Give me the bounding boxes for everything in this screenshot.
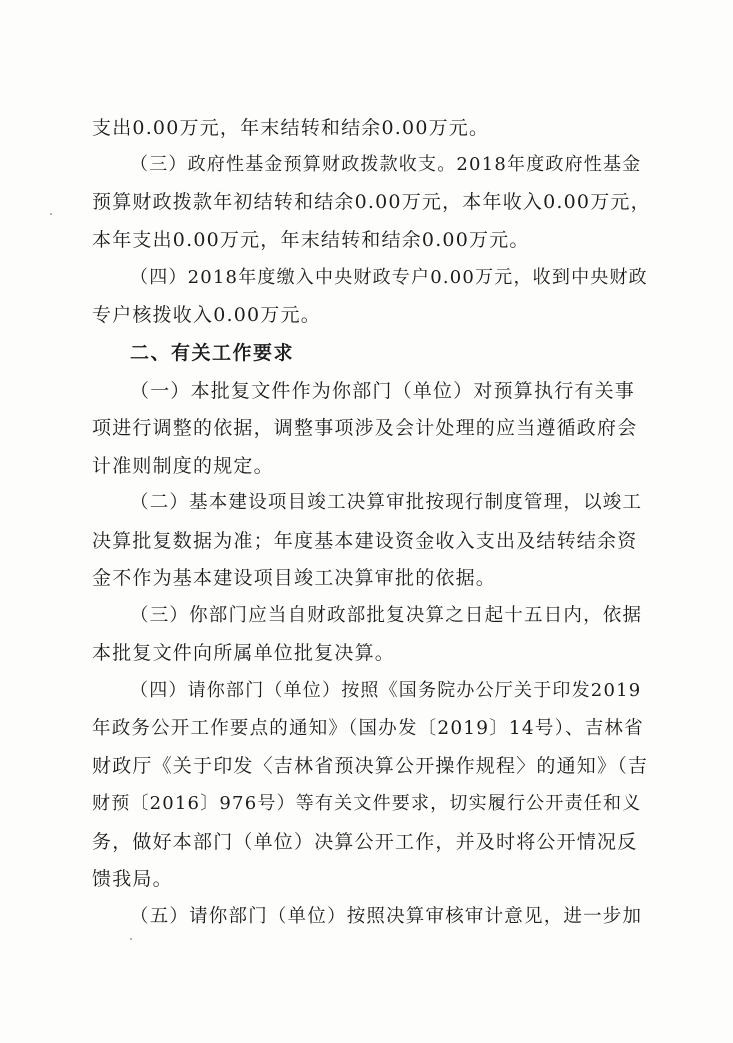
paragraph-central-fiscal-account: （四）2018年度缴入中央财政专户0.00万元，收到中央财政 [130,267,648,288]
text-line-15: 本批复文件向所属单位批复决算。 [92,642,396,664]
text-line-12: 决算批复数据为准；年度基本建设资金收入支出及结转结余资 [92,530,638,552]
text-line-10: 计准则制度的规定。 [92,455,274,477]
section-heading-work-requirements: 二、有关工作要求 [130,342,295,364]
paragraph-gov-fund-budget: （三）政府性基金预算财政拨款收支。2018年度政府性基金 [130,154,642,175]
text-line-6: 专户核拨收入0.00万元。 [92,304,321,326]
paragraph-requirement-3: （三）你部门应当自财政部批复决算之日起十五日内，依据 [130,605,643,626]
paragraph-requirement-2: （二）基本建设项目竣工决算审批按现行制度管理，以竣工 [130,492,643,513]
text-line-1: 支出0.00万元，年末结转和结余0.00万元。 [92,117,490,139]
scan-speck [130,938,132,940]
text-line-20: 务，做好本部门（单位）决算公开工作，并及时将公开情况反 [92,831,638,853]
text-line-3: 预算财政拨款年初结转和结余0.00万元，本年收入0.00万元， [92,191,651,213]
paragraph-requirement-1: （一）本批复文件作为你部门（单位）对预算执行有关事 [130,380,636,402]
text-line-21: 馈我局。 [92,868,173,890]
text-line-17: 年政务公开工作要点的通知》（国办发〔2019〕14号）、吉林省 [92,718,644,739]
paragraph-requirement-5: （五）请你部门（单位）按照决算审核审计意见，进一步加 [130,906,643,927]
text-line-18: 财政厅《关于印发〈吉林省预决算公开操作规程〉的通知》（吉 [92,755,649,777]
scan-speck [50,213,52,215]
text-line-9: 项进行调整的依据，调整事项涉及会计处理的应当遵循政府会 [92,417,638,439]
paragraph-requirement-4: （四）请你部门（单位）按照《国务院办公厅关于印发2019 [130,680,642,701]
text-line-4: 本年支出0.00万元，年末结转和结余0.00万元。 [92,229,530,251]
text-line-19: 财预〔2016〕976号）等有关文件要求，切实履行公开责任和义 [92,793,642,814]
text-line-13: 金不作为基本建设项目竣工决算审批的依据。 [92,567,497,589]
